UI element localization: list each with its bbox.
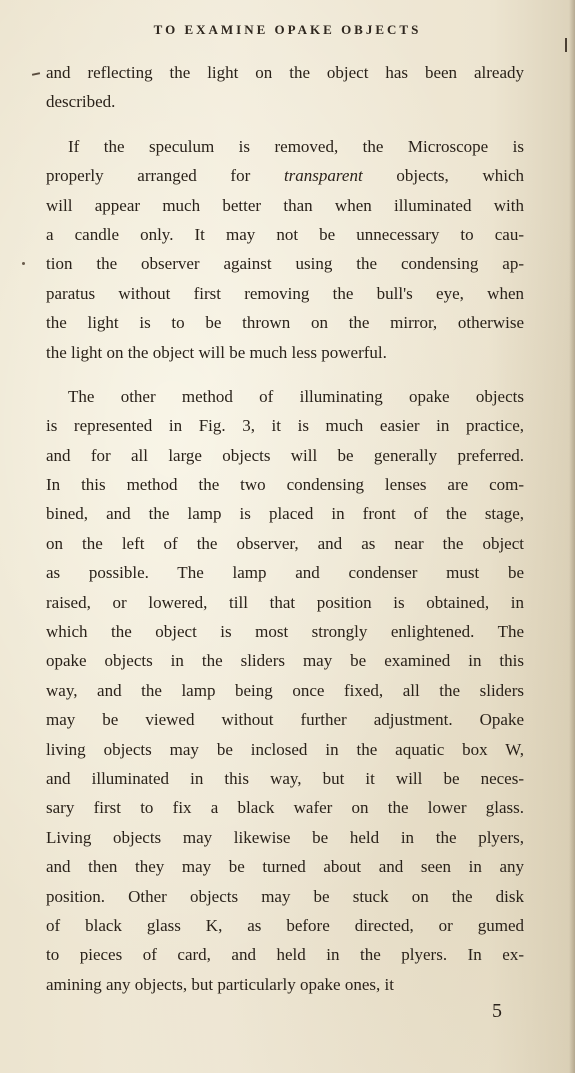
margin-dot-mark [22, 262, 25, 265]
page-edge-shadow [569, 0, 575, 1073]
text-line: and illuminated in this way, but it will be neces- [46, 768, 524, 788]
text-line: described. [46, 92, 116, 112]
text-line: the light is to be thrown on the mirror, otherwise [46, 313, 524, 333]
text-line: and for all large objects will be generally preferred. [46, 445, 524, 465]
text-line: Living objects may likewise be held in the plyers, [46, 827, 524, 847]
text-line: is represented in Fig. 3, it is much easier in practice, [46, 416, 524, 436]
text-line: way, and the lamp being once fixed, all the sliders [46, 680, 524, 700]
text-line: position. Other objects may be stuck on the disk [46, 886, 524, 906]
text-line: of black glass K, as before directed, or gumed [46, 915, 524, 935]
body-text [46, 58, 524, 999]
paragraph [46, 382, 524, 999]
margin-mark [565, 38, 567, 52]
text-line: living objects may be inclosed in the aquatic box W, [46, 739, 524, 759]
paragraph [46, 132, 524, 367]
text-line: the light on the object will be much less powerful. [46, 342, 387, 362]
text-line: to pieces of card, and held in the plyers. In ex- [46, 945, 524, 965]
text-line: paratus without first removing the bull's eye, when [46, 283, 524, 303]
text-line: The other method of illuminating opake objects [68, 386, 524, 406]
text-line: bined, and the lamp is placed in front of the stage, [46, 504, 524, 524]
text-line: opake objects in the sliders may be examined in this [46, 651, 524, 671]
emphasis: transparent [283, 166, 363, 186]
text-line: and then they may be turned about and seen in any [46, 857, 524, 877]
paragraph-gap [46, 117, 524, 132]
text-line: on the left of the observer, and as near the object [46, 533, 524, 553]
text-line: which the object is most strongly enlightened. The [46, 622, 524, 642]
text-line: In this method the two condensing lenses are com- [46, 475, 524, 495]
text-line: sary first to fix a black wafer on the lower glass. [46, 798, 524, 818]
text-line: amining any objects, but particularly opake ones, it [46, 974, 394, 994]
page-number: 5 [492, 1000, 502, 1022]
text-line: as possible. The lamp and condenser must be [46, 563, 524, 583]
text-line: and reflecting the light on the object has been already [46, 63, 524, 82]
text-line: If the speculum is removed, the Microscope is [68, 136, 524, 156]
text-line: raised, or lowered, till that position is obtained, in [46, 592, 524, 612]
paragraph [46, 58, 524, 117]
text-line: may be viewed without further adjustment. Opake [46, 710, 524, 730]
text-line: tion the observer against using the condensing ap- [46, 254, 524, 274]
margin-dash-mark [32, 72, 40, 76]
text-line: a candle only. It may not be unnecessary to cau- [46, 224, 524, 244]
text-line: properly arranged for transparent objects, which [46, 166, 524, 186]
text-line: will appear much better than when illuminated with [46, 195, 524, 215]
paragraph-gap [46, 367, 524, 382]
running-header: TO EXAMINE OPAKE OBJECTS [153, 22, 422, 37]
